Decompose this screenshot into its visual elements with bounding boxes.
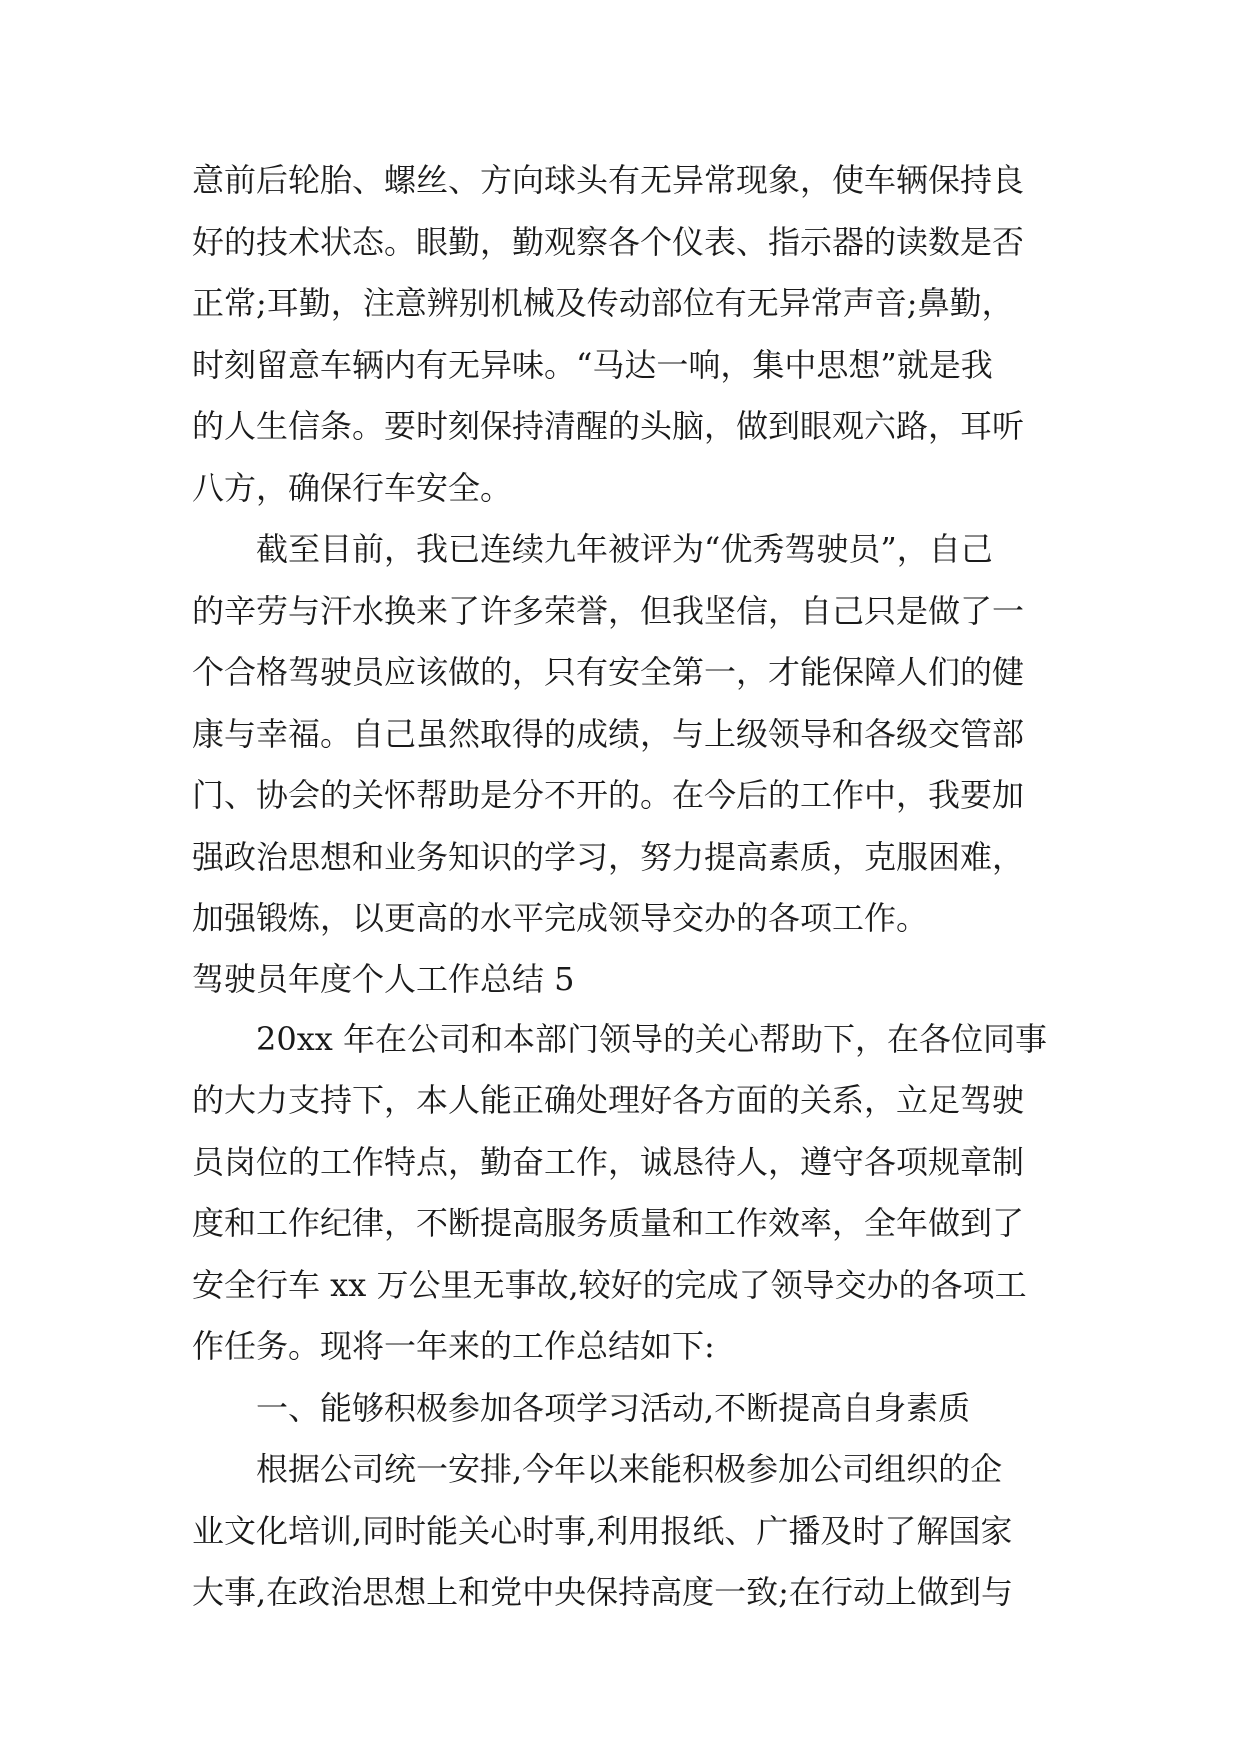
text-line: 截至目前，我已连续九年被评为“优秀驾驶员”，自己 — [256, 530, 993, 568]
text-line: 业文化培训,同时能关心时事,利用报纸、广播及时了解国家 — [192, 1511, 1013, 1550]
text-line: 根据公司统一安排,今年以来能积极参加公司组织的企 — [256, 1450, 1003, 1488]
text-line: 作任务。现将一年来的工作总结如下: — [192, 1327, 715, 1365]
text-line: 个合格驾驶员应该做的，只有安全第一，才能保障人们的健 — [192, 653, 1025, 691]
text-line: 20xx 年在公司和本部门领导的关心帮助下，在各位同事 — [256, 1019, 1047, 1058]
text-line: 时刻留意车辆内有无异味。“马达一响，集中思想”就是我 — [192, 345, 993, 384]
text-line: 好的技术状态。眼勤，勤观察各个仪表、指示器的读数是否 — [192, 222, 1025, 261]
text-line: 意前后轮胎、螺丝、方向球头有无异常现象，使车辆保持良 — [192, 161, 1025, 199]
text-line: 一、能够积极参加各项学习活动,不断提高自身素质 — [256, 1388, 971, 1427]
text-line: 员岗位的工作特点，勤奋工作，诚恳待人，遵守各项规章制 — [192, 1142, 1025, 1181]
paragraph-group-1 — [192, 150, 1072, 950]
text-line: 八方，确保行车安全。 — [192, 468, 513, 507]
text-line: 强政治思想和业务知识的学习，努力提高素质，克服困难， — [192, 837, 1025, 876]
text-line: 加强锻炼，以更高的水平完成领导交办的各项工作。 — [192, 899, 929, 937]
text-line: 正常;耳勤，注意辨别机械及传动部位有无异常声音;鼻勤， — [192, 284, 1014, 322]
document-body — [192, 150, 1072, 1624]
text-line: 康与幸福。自己虽然取得的成绩，与上级领导和各级交管部 — [192, 714, 1025, 753]
text-line: 度和工作纪律，不断提高服务质量和工作效率，全年做到了 — [192, 1204, 1025, 1242]
text-line: 的人生信条。要时刻保持清醒的头脑，做到眼观六路，耳听 — [192, 407, 1025, 445]
text-line: 的辛劳与汗水换来了许多荣誉，但我坚信，自己只是做了一 — [192, 591, 1025, 630]
text-line: 大事,在政治思想上和党中央保持高度一致;在行动上做到与 — [192, 1573, 1013, 1611]
text-line: 门、协会的关怀帮助是分不开的。在今后的工作中，我要加 — [192, 776, 1025, 814]
text-line: 的大力支持下，本人能正确处理好各方面的关系，立足驾驶 — [192, 1081, 1025, 1119]
paragraph-group-2 — [192, 1009, 1072, 1624]
section-heading: 驾驶员年度个人工作总结 5 — [192, 959, 575, 998]
text-line: 安全行车 xx 万公里无事故,较好的完成了领导交办的各项工 — [192, 1265, 1027, 1304]
